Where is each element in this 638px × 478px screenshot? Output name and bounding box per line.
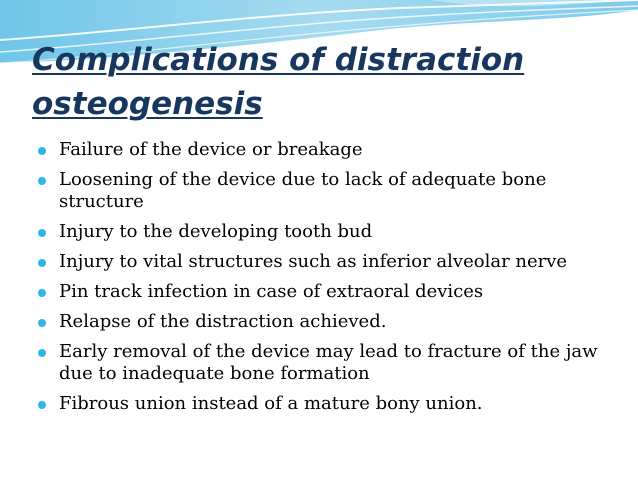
list-item: [36, 281, 620, 303]
circle-bullet-icon: [38, 401, 46, 409]
list-item: [36, 393, 620, 415]
list-item: [36, 311, 620, 333]
circle-bullet-icon: [38, 229, 46, 237]
list-item: [36, 341, 620, 385]
circle-bullet-icon: [38, 289, 46, 297]
list-item: [36, 139, 620, 161]
circle-bullet-icon: [38, 319, 46, 327]
bullet-text: Injury to vital structures such as inferior alveolar nerve: [59, 251, 568, 272]
bullet-text: Loosening of the device due to lack of adequate bone structure: [59, 169, 547, 212]
bullet-text: Relapse of the distraction achieved.: [59, 311, 387, 332]
circle-bullet-icon: [38, 147, 46, 155]
list-item: [36, 251, 620, 273]
bullet-text: Pin track infection in case of extraoral devices: [59, 281, 484, 302]
bullet-text: Injury to the developing tooth bud: [59, 221, 373, 242]
list-item: [36, 221, 620, 243]
bullet-text: Fibrous union instead of a mature bony union.: [59, 393, 483, 414]
bullet-text: Failure of the device or breakage: [59, 139, 363, 160]
circle-bullet-icon: [38, 349, 46, 357]
bullet-text: Early removal of the device may lead to fracture of the jaw due to inadequate bone formation: [59, 341, 598, 384]
slide-title: Complications of distraction osteogenesis: [32, 42, 525, 122]
circle-bullet-icon: [38, 177, 46, 185]
list-item: [36, 169, 620, 213]
bullet-list: [36, 139, 620, 423]
circle-bullet-icon: [38, 259, 46, 267]
